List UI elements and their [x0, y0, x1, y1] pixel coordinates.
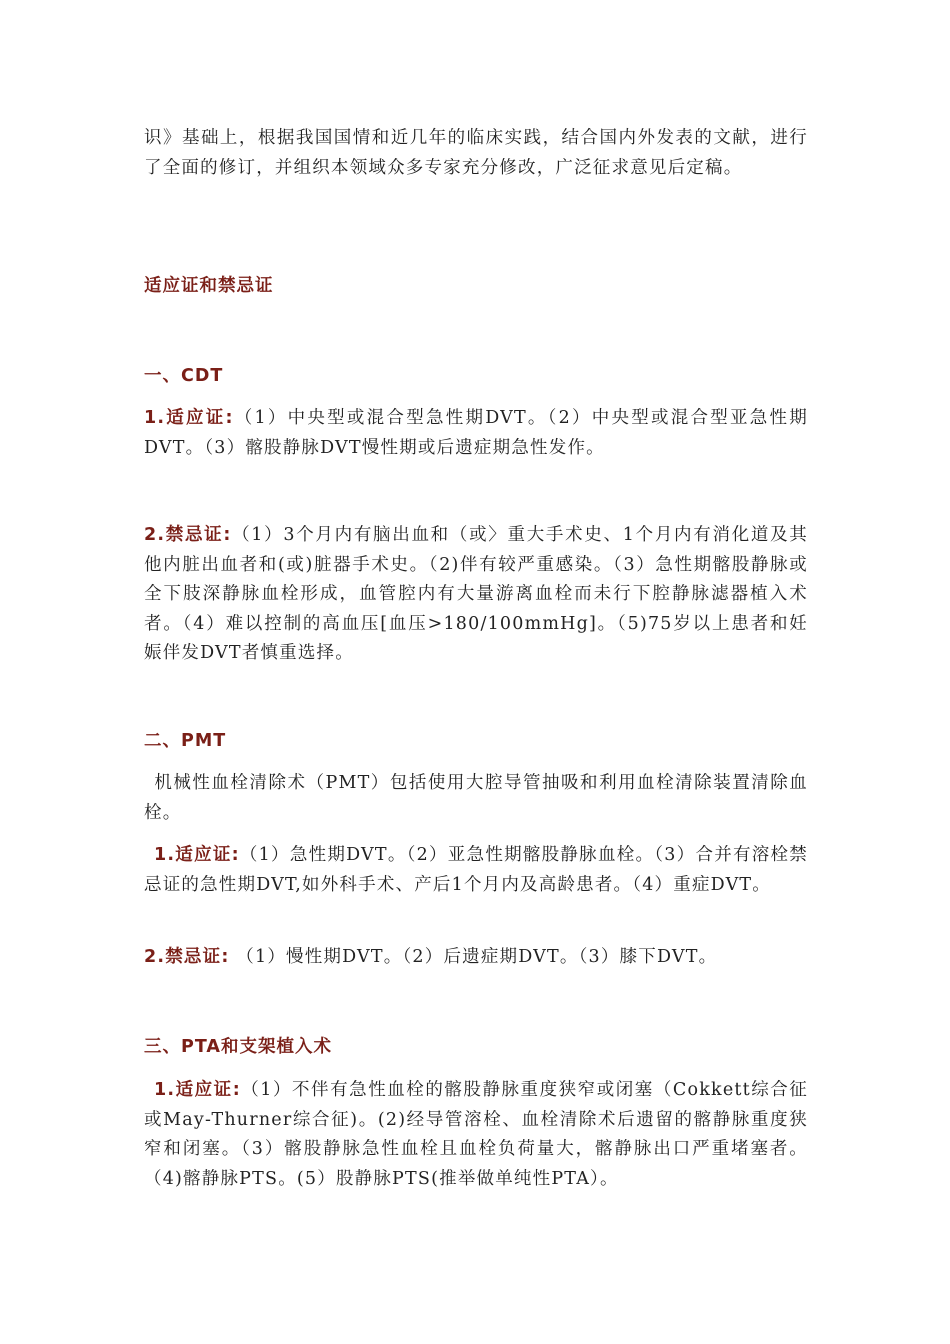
cdt-indication-text: （1）中央型或混合型急性期DVT。（2）中央型或混合型亚急性期DVT。（3）髂股静脉DVT慢性期或后遗症期急性发作。: [144, 408, 808, 458]
pmt-contraindication-paragraph: [144, 943, 808, 973]
intro-paragraph: 识》基础上，根据我国国情和近几年的临床实践，结合国内外发表的文献，进行了全面的修订，并组织本领域众多专家充分修改，广泛征求意见后定稿。: [144, 128, 808, 178]
pta-indication-label: 1.适应证:: [154, 1080, 241, 1100]
pta-indication-text: （1）不伴有急性血栓的髂股静脉重度狭窄或闭塞（Cokkett综合征或May-Thurner综合征)。(2)经导管溶栓、血栓清除术后遗留的髂静脉重度狭窄和闭塞。（3）髂股静脉急性血栓且血栓负荷量大，髂静脉出口严重堵塞者。（4)髂静脉PTS。(5）股静脉PTS(推举做单纯性PTA）。: [144, 1080, 808, 1189]
section-title: 适应证和禁忌证: [144, 276, 274, 296]
cdt-heading: 一、CDT: [144, 366, 224, 386]
pmt-intro-text: 机械性血栓清除术（PMT）包括使用大腔导管抽吸和利用血栓清除装置清除血栓。: [144, 773, 808, 823]
cdt-contraindication-paragraph: [144, 521, 808, 669]
pmt-contraindication-text: （1）慢性期DVT。（2）后遗症期DVT。（3）膝下DVT。: [229, 947, 718, 967]
cdt-indication-paragraph: [144, 404, 808, 463]
pta-heading: 三、PTA和支架植入术: [144, 1037, 332, 1057]
cdt-contraindication-text: （1）3个月内有脑出血和（或〉重大手术史、1个月内有消化道及其他内脏出血者和(或)脏器手术史。（2)伴有较严重感染。（3）急性期髂股静脉或全下肢深静脉血栓形成，血管腔内有大量游离血栓而未行下腔静脉滤器植入术者。（4）难以控制的高血压[血压>180/100mmHg]。（5)75岁以上患者和妊娠伴发DVT者慎重选择。: [144, 525, 808, 663]
pta-indication-paragraph: [144, 1076, 808, 1194]
pmt-indication-text: （1）急性期DVT。（2）亚急性期髂股静脉血栓。（3）合并有溶栓禁忌证的急性期DVT,如外科手术、产后1个月内及高龄患者。（4）重症DVT。: [144, 845, 808, 895]
pmt-heading: 二、PMT: [144, 731, 227, 751]
cdt-indication-label: 1.适应证:: [144, 408, 234, 428]
pmt-indication-paragraph: [144, 841, 808, 900]
pmt-intro-paragraph: [144, 769, 808, 828]
cdt-contraindication-label: 2.禁忌证:: [144, 525, 232, 545]
pmt-indication-label: 1.适应证:: [154, 845, 240, 865]
pmt-contraindication-label: 2.禁忌证:: [144, 947, 230, 967]
